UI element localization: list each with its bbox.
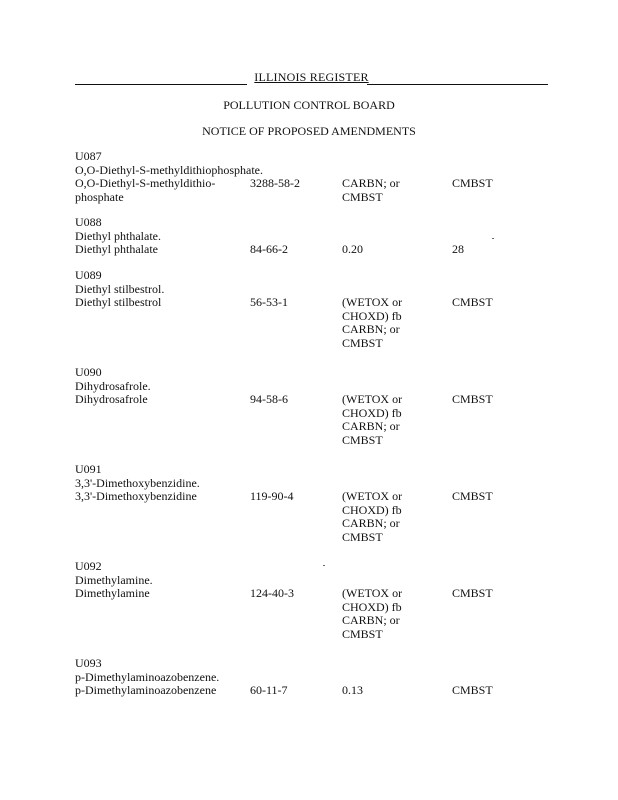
header-rule-right <box>367 84 548 85</box>
register-title: ILLINOIS REGISTER <box>254 70 369 84</box>
waste-entry <box>75 269 555 354</box>
agency-title: POLLUTION CONTROL BOARD <box>223 98 395 112</box>
nonwastewater-standard: CMBST <box>452 392 493 406</box>
waste-description: O,O-Diethyl-S-methyldithiophosphate. <box>75 162 263 177</box>
constituent-name: 3,3'-Dimethoxybenzidine <box>75 489 197 503</box>
waste-entry <box>75 463 555 548</box>
waste-description: 3,3'-Dimethoxybenzidine. <box>75 475 200 490</box>
waste-description: Diethyl phthalate. <box>75 228 161 243</box>
cas-number: 84-66-2 <box>250 242 288 256</box>
wastewater-standard: (WETOX or CHOXD) fb CARBN; or CMBST <box>342 489 403 544</box>
waste-description: Diethyl stilbestrol. <box>75 281 165 296</box>
nonwastewater-standard: CMBST <box>452 586 493 600</box>
cas-number: 124-40-3 <box>250 586 294 600</box>
waste-code: U091 <box>75 462 102 476</box>
wastewater-standard: (WETOX or CHOXD) fb CARBN; or CMBST <box>342 392 403 447</box>
waste-code: U089 <box>75 268 102 282</box>
cas-number: 119-90-4 <box>250 489 294 503</box>
constituent-name: Diethyl stilbestrol <box>75 295 162 309</box>
wastewater-standard: 0.13 <box>342 683 363 697</box>
waste-code: U087 <box>75 149 102 163</box>
waste-code-list <box>75 150 555 710</box>
cas-number: 56-53-1 <box>250 295 288 309</box>
cas-number: 60-11-7 <box>250 683 288 697</box>
constituent-name: p-Dimethylaminoazobenzene <box>75 683 217 697</box>
waste-description: p-Dimethylaminoazobenzene. <box>75 669 220 684</box>
nonwastewater-standard: CMBST <box>452 176 493 190</box>
nonwastewater-standard: CMBST <box>452 683 493 697</box>
waste-description: Dihydrosafrole. <box>75 378 151 393</box>
scan-speck <box>492 238 494 239</box>
notice-title: NOTICE OF PROPOSED AMENDMENTS <box>202 124 416 138</box>
cas-number: 94-58-6 <box>250 392 288 406</box>
waste-entry <box>75 150 555 204</box>
wastewater-standard: (WETOX or CHOXD) fb CARBN; or CMBST <box>342 586 403 641</box>
waste-code: U093 <box>75 656 102 670</box>
register-header <box>75 68 548 88</box>
waste-code: U092 <box>75 559 102 573</box>
nonwastewater-standard: CMBST <box>452 295 493 309</box>
constituent-name: Diethyl phthalate <box>75 242 158 256</box>
constituent-name: Dihydrosafrole <box>75 392 148 406</box>
nonwastewater-standard: 28 <box>452 242 464 256</box>
nonwastewater-standard: CMBST <box>452 489 493 503</box>
scan-speck <box>323 565 325 566</box>
waste-entry <box>75 657 555 698</box>
waste-entry <box>75 366 555 451</box>
constituent-name: O,O-Diethyl-S-methyldithio-phosphate <box>75 176 216 204</box>
cas-number: 3288-58-2 <box>250 176 300 190</box>
waste-entry <box>75 216 555 257</box>
waste-code: U088 <box>75 215 102 229</box>
waste-description: Dimethylamine. <box>75 572 153 587</box>
wastewater-standard: CARBN; or CMBST <box>342 176 400 204</box>
waste-entry <box>75 560 555 645</box>
constituent-name: Dimethylamine <box>75 586 150 600</box>
waste-code: U090 <box>75 365 102 379</box>
wastewater-standard: 0.20 <box>342 242 363 256</box>
wastewater-standard: (WETOX or CHOXD) fb CARBN; or CMBST <box>342 295 403 350</box>
